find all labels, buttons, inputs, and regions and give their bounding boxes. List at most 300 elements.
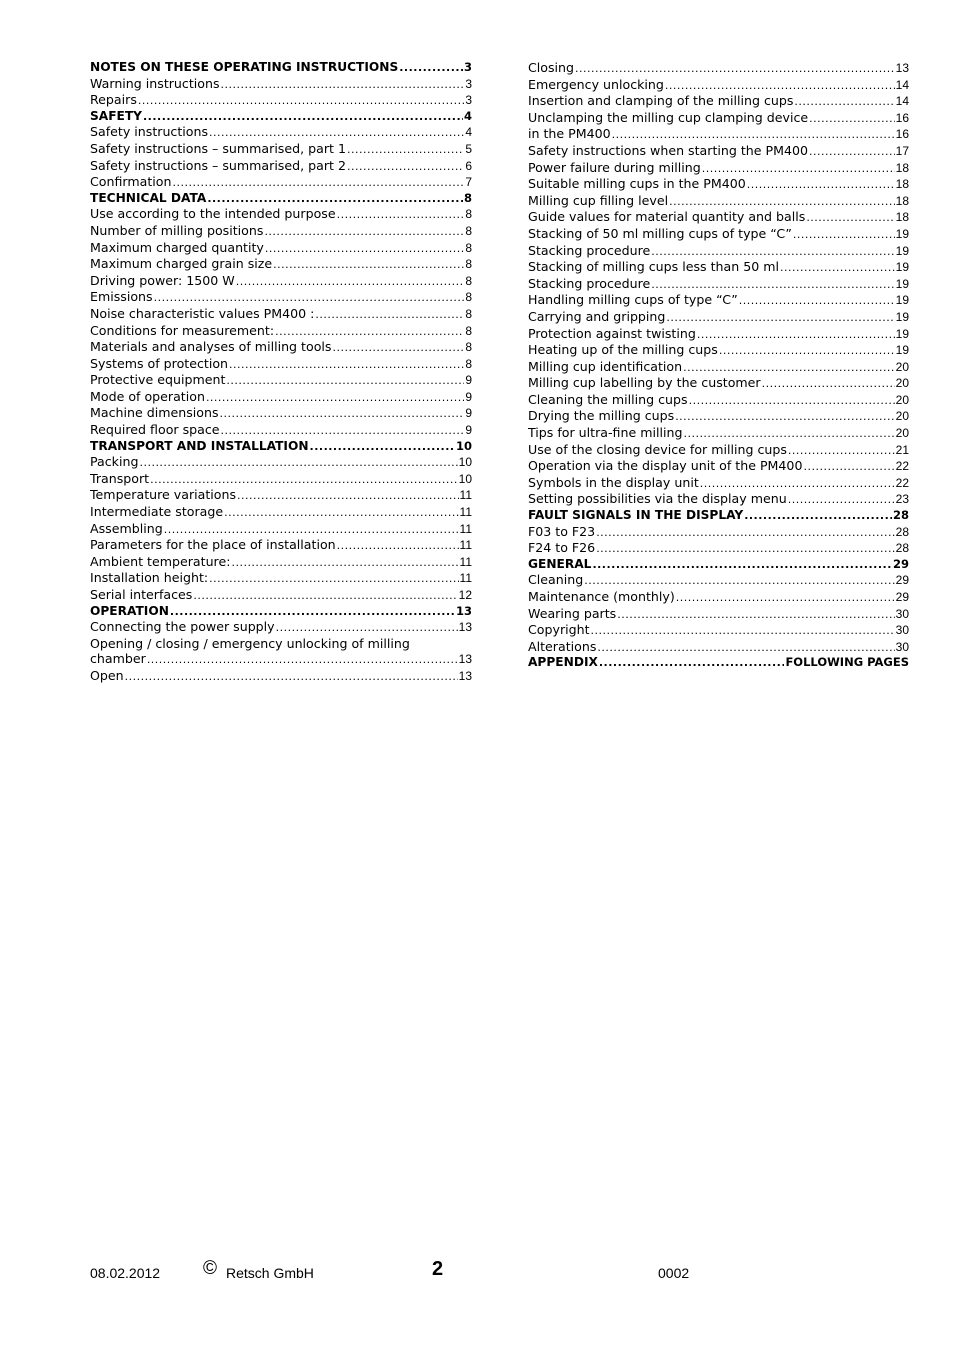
toc-entry-title: OPERATION bbox=[90, 603, 169, 618]
toc-entry bbox=[90, 587, 472, 604]
toc-entry-page: 9 bbox=[465, 406, 472, 421]
toc-entry-page: 28 bbox=[895, 541, 909, 556]
toc-entry-page: 11 bbox=[459, 571, 472, 586]
toc-entry-page: 10 bbox=[458, 471, 472, 486]
toc-dot-leader bbox=[700, 476, 895, 492]
toc-entry bbox=[528, 359, 909, 376]
toc-entry-title: TECHNICAL DATA bbox=[90, 190, 207, 205]
toc-entry-title: Milling cup labelling by the customer bbox=[528, 375, 761, 391]
toc-right-column bbox=[528, 60, 909, 671]
toc-entry-page: 19 bbox=[895, 260, 909, 275]
toc-dot-leader bbox=[150, 472, 458, 488]
toc-entry-title: Handling milling cups of type “C” bbox=[528, 292, 738, 308]
toc-entry-title: Maximum charged grain size bbox=[90, 256, 273, 272]
toc-dot-leader bbox=[675, 409, 894, 425]
toc-entry bbox=[90, 289, 472, 306]
toc-entry-page: 22 bbox=[895, 459, 909, 474]
toc-dot-leader bbox=[310, 439, 455, 455]
toc-entry-page: 14 bbox=[895, 94, 909, 109]
toc-dot-leader bbox=[596, 541, 894, 557]
toc-dot-leader bbox=[747, 177, 895, 193]
toc-dot-leader bbox=[209, 125, 464, 141]
toc-entry bbox=[90, 256, 472, 273]
toc-entry bbox=[528, 375, 909, 392]
toc-entry bbox=[528, 589, 909, 606]
toc-entry-title: Systems of protection bbox=[90, 355, 229, 371]
toc-dot-leader bbox=[683, 426, 894, 442]
toc-entry-page: 29 bbox=[892, 556, 909, 571]
toc-entry-page: 8 bbox=[465, 273, 472, 288]
toc-entry-page: 10 bbox=[455, 438, 472, 453]
toc-entry-page: 13 bbox=[458, 668, 472, 683]
toc-section-heading bbox=[90, 604, 472, 620]
toc-entry-page: 8 bbox=[465, 240, 472, 255]
toc-entry bbox=[90, 124, 472, 141]
toc-entry-title: Milling cup identification bbox=[528, 358, 683, 374]
toc-entry-page: 30 bbox=[895, 639, 909, 654]
toc-entry-page: 23 bbox=[895, 492, 909, 507]
toc-dot-leader bbox=[276, 620, 458, 636]
toc-entry-title: F24 to F26 bbox=[528, 540, 596, 556]
toc-entry bbox=[528, 259, 909, 276]
toc-dot-leader bbox=[702, 161, 895, 177]
toc-dot-leader bbox=[143, 109, 463, 125]
toc-section-heading bbox=[90, 60, 472, 76]
toc-entry-title: Transport bbox=[90, 470, 150, 486]
toc-section-heading bbox=[90, 109, 472, 125]
toc-entry-page: 8 bbox=[465, 323, 472, 338]
toc-entry-title: Closing bbox=[528, 60, 575, 75]
toc-entry-title: FAULT SIGNALS IN THE DISPLAY bbox=[528, 508, 744, 523]
toc-entry-title: F03 to F23 bbox=[528, 523, 596, 539]
toc-dot-leader bbox=[744, 508, 892, 524]
page-footer bbox=[0, 1258, 954, 1288]
toc-entry-title: Maintenance (monthly) bbox=[528, 589, 675, 604]
toc-left-column bbox=[90, 60, 472, 685]
toc-dot-leader bbox=[193, 588, 457, 604]
toc-entry-title: Emergency unlocking bbox=[528, 76, 664, 92]
toc-entry-page: 8 bbox=[465, 257, 472, 272]
toc-section-heading bbox=[528, 557, 909, 573]
toc-dot-leader bbox=[666, 310, 894, 326]
toc-entry-title: Noise characteristic values PM400 : bbox=[90, 305, 315, 321]
toc-entry-title: Installation height: bbox=[90, 570, 209, 586]
toc-dot-leader bbox=[154, 290, 465, 306]
toc-entry-page: 19 bbox=[895, 309, 909, 324]
toc-entry-page: 19 bbox=[895, 276, 909, 291]
toc-dot-leader bbox=[697, 327, 895, 343]
toc-dot-leader bbox=[229, 357, 464, 373]
toc-dot-leader bbox=[788, 492, 895, 508]
toc-entry-title: Protection against twisting bbox=[528, 325, 696, 341]
toc-entry-page: 11 bbox=[459, 505, 472, 520]
toc-entry-page: 28 bbox=[892, 508, 909, 523]
toc-entry-page: 30 bbox=[895, 623, 909, 638]
toc-entry-page: 29 bbox=[895, 573, 909, 588]
toc-entry bbox=[90, 405, 472, 422]
toc-entry-title: Copyright bbox=[528, 622, 590, 638]
toc-entry bbox=[528, 292, 909, 309]
toc-entry bbox=[90, 471, 472, 488]
toc-dot-leader bbox=[220, 406, 465, 422]
toc-dot-leader bbox=[224, 505, 458, 521]
toc-entry-title: Operation via the display unit of the PM400 bbox=[528, 458, 803, 474]
toc-entry-page: 18 bbox=[895, 193, 909, 208]
toc-entry-title: Driving power: 1500 W bbox=[90, 272, 235, 288]
toc-entry-page: 13 bbox=[455, 603, 472, 618]
toc-entry-title: Milling cup filling level bbox=[528, 192, 669, 208]
toc-dot-leader bbox=[170, 604, 455, 620]
toc-dot-leader bbox=[337, 538, 459, 554]
toc-section-heading bbox=[528, 508, 909, 524]
toc-entry-title: Use according to the intended purpose bbox=[90, 206, 336, 222]
toc-entry-title: Confirmation bbox=[90, 174, 172, 190]
toc-entry-page: 8 bbox=[465, 207, 472, 222]
toc-entry-page: 3 bbox=[465, 76, 472, 91]
toc-entry-page: 28 bbox=[895, 524, 909, 539]
toc-entry-page: 18 bbox=[895, 177, 909, 192]
toc-entry bbox=[90, 240, 472, 257]
toc-entry-title: Cleaning the milling cups bbox=[528, 391, 688, 407]
toc-entry bbox=[90, 206, 472, 223]
toc-entry bbox=[90, 487, 472, 504]
toc-entry-title: Number of milling positions bbox=[90, 222, 264, 238]
toc-entry-page: 9 bbox=[465, 389, 472, 404]
toc-entry-page: 13 bbox=[458, 652, 472, 667]
toc-entry-page: 6 bbox=[465, 158, 472, 173]
toc-entry bbox=[90, 158, 472, 175]
toc-dot-leader bbox=[762, 376, 895, 392]
toc-dot-leader bbox=[651, 244, 894, 260]
toc-entry-page: 18 bbox=[895, 210, 909, 225]
toc-entry bbox=[528, 425, 909, 442]
toc-entry-page: 8 bbox=[465, 223, 472, 238]
toc-dot-leader bbox=[596, 525, 894, 541]
footer-company: Retsch GmbH bbox=[226, 1265, 314, 1281]
toc-dot-leader bbox=[669, 194, 895, 210]
toc-entry-title: Cleaning bbox=[528, 572, 584, 588]
toc-entry bbox=[528, 540, 909, 557]
toc-entry-page: 11 bbox=[459, 554, 472, 569]
toc-entry bbox=[528, 572, 909, 589]
toc-entry-title: Use of the closing device for milling cups bbox=[528, 441, 787, 457]
toc-entry-page: 11 bbox=[459, 538, 472, 553]
toc-entry bbox=[528, 276, 909, 293]
toc-entry-page: 8 bbox=[465, 306, 472, 321]
toc-entry-title: Maximum charged quantity bbox=[90, 239, 264, 255]
toc-entry-page: 19 bbox=[895, 293, 909, 308]
toc-entry-title: Alterations bbox=[528, 638, 597, 654]
toc-entry-title: Connecting the power supply bbox=[90, 619, 275, 635]
toc-entry-page: 9 bbox=[465, 373, 472, 388]
toc-dot-leader bbox=[172, 175, 464, 191]
toc-entry-page: 7 bbox=[465, 175, 472, 190]
toc-dot-leader bbox=[788, 443, 895, 459]
toc-dot-leader bbox=[231, 555, 458, 571]
copyright-icon: © bbox=[203, 1258, 217, 1279]
toc-dot-leader bbox=[273, 257, 464, 273]
footer-doc-code: 0002 bbox=[658, 1265, 690, 1281]
toc-dot-leader bbox=[719, 343, 895, 359]
toc-entry-title: Ambient temperature: bbox=[90, 553, 231, 569]
toc-entry bbox=[90, 521, 472, 538]
toc-dot-leader bbox=[809, 111, 894, 127]
toc-entry-page: 3 bbox=[465, 93, 472, 108]
page-number: 2 bbox=[432, 1258, 444, 1280]
toc-entry-title: Power failure during milling bbox=[528, 159, 701, 175]
toc-entry-title: GENERAL bbox=[528, 556, 592, 571]
toc-entry bbox=[528, 126, 909, 143]
toc-entry bbox=[528, 342, 909, 359]
toc-entry-page: 8 bbox=[465, 356, 472, 371]
toc-entry bbox=[528, 226, 909, 243]
toc-dot-leader bbox=[806, 210, 894, 226]
toc-entry-title: Carrying and gripping bbox=[528, 308, 666, 324]
toc-dot-leader bbox=[264, 224, 464, 240]
toc-dot-leader bbox=[265, 241, 464, 257]
toc-entry bbox=[90, 422, 472, 439]
toc-entry-title: Insertion and clamping of the milling cups bbox=[528, 93, 794, 109]
toc-entry-title: Heating up of the milling cups bbox=[528, 342, 718, 358]
toc-entry-page: 11 bbox=[459, 488, 472, 503]
toc-entry bbox=[528, 209, 909, 226]
toc-entry-title: Unclamping the milling cup clamping device bbox=[528, 109, 809, 125]
toc-entry-page: 14 bbox=[895, 77, 909, 92]
toc-dot-leader bbox=[591, 623, 895, 639]
toc-entry-title: Tips for ultra-fine milling bbox=[528, 425, 683, 441]
toc-dot-leader bbox=[575, 61, 895, 77]
toc-entry-title: Suitable milling cups in the PM400 bbox=[528, 176, 746, 192]
toc-entry-title: Materials and analyses of milling tools bbox=[90, 339, 332, 355]
toc-entry-title: Repairs bbox=[90, 92, 137, 108]
toc-entry-page: 30 bbox=[895, 606, 909, 621]
toc-dot-leader bbox=[221, 77, 465, 93]
toc-entry bbox=[90, 356, 472, 373]
toc-entry-page: 8 bbox=[465, 340, 472, 355]
toc-entry-page: 20 bbox=[895, 392, 909, 407]
toc-section-heading bbox=[90, 191, 472, 207]
toc-entry bbox=[528, 77, 909, 94]
toc-entry-page: 13 bbox=[458, 620, 472, 635]
toc-entry bbox=[528, 160, 909, 177]
toc-entry-title: Safety instructions bbox=[90, 124, 209, 140]
toc-dot-leader bbox=[803, 459, 894, 475]
toc-entry bbox=[528, 491, 909, 508]
toc-entry bbox=[528, 110, 909, 127]
toc-entry bbox=[528, 475, 909, 492]
toc-entry-page: 3 bbox=[463, 60, 472, 74]
toc-entry bbox=[90, 554, 472, 571]
toc-entry-title: Guide values for material quantity and balls bbox=[528, 209, 806, 225]
toc-dot-leader bbox=[584, 573, 894, 589]
toc-dot-leader bbox=[206, 390, 464, 406]
toc-dot-leader bbox=[315, 307, 464, 323]
toc-entry-page: FOLLOWING PAGES bbox=[785, 655, 909, 670]
toc-entry bbox=[528, 243, 909, 260]
toc-entry bbox=[528, 176, 909, 193]
toc-entry-page: 5 bbox=[465, 141, 472, 156]
toc-entry-page: 19 bbox=[895, 243, 909, 258]
toc-entry-page: 20 bbox=[895, 426, 909, 441]
toc-dot-leader bbox=[164, 522, 459, 538]
toc-entry bbox=[528, 606, 909, 623]
toc-dot-leader bbox=[237, 488, 459, 504]
toc-entry-title: Parameters for the place of installation bbox=[90, 537, 336, 553]
toc-dot-leader bbox=[221, 423, 465, 439]
toc-dot-leader bbox=[138, 93, 464, 109]
toc-entry-title: Stacking of 50 ml milling cups of type “C” bbox=[528, 225, 792, 241]
toc-dot-leader bbox=[794, 94, 894, 110]
toc-entry bbox=[90, 537, 472, 554]
toc-entry bbox=[90, 570, 472, 587]
toc-entry bbox=[90, 636, 472, 652]
toc-entry bbox=[90, 76, 472, 93]
toc-entry bbox=[528, 408, 909, 425]
toc-dot-leader bbox=[739, 293, 895, 309]
toc-entry-title: Conditions for measurement: bbox=[90, 322, 275, 338]
toc-dot-leader bbox=[651, 277, 894, 293]
toc-section-heading bbox=[528, 655, 909, 671]
toc-entry-title: Mode of operation bbox=[90, 388, 205, 404]
toc-dot-leader bbox=[275, 324, 464, 340]
toc-entry bbox=[528, 524, 909, 541]
toc-dot-leader bbox=[612, 127, 895, 143]
toc-entry-title: Drying the milling cups bbox=[528, 408, 675, 424]
toc-entry bbox=[528, 93, 909, 110]
toc-entry-title: Temperature variations bbox=[90, 487, 237, 503]
toc-entry bbox=[528, 193, 909, 210]
toc-entry-title: Intermediate storage bbox=[90, 504, 224, 520]
toc-entry bbox=[528, 639, 909, 656]
toc-dot-leader bbox=[207, 191, 463, 207]
toc-entry-title: Safety instructions when starting the PM400 bbox=[528, 142, 809, 158]
toc-entry bbox=[528, 622, 909, 639]
toc-entry-page: 10 bbox=[458, 455, 472, 470]
toc-entry-page: 20 bbox=[895, 359, 909, 374]
toc-dot-leader bbox=[793, 227, 895, 243]
toc-entry-title: Safety instructions – summarised, part 2 bbox=[90, 157, 346, 173]
toc-dot-leader bbox=[209, 571, 458, 587]
toc-dot-leader bbox=[665, 78, 895, 94]
toc-dot-leader bbox=[399, 60, 463, 76]
toc-dot-leader bbox=[347, 159, 464, 175]
toc-dot-leader bbox=[226, 373, 464, 389]
toc-entry-page: 20 bbox=[895, 409, 909, 424]
toc-entry-page: 8 bbox=[465, 290, 472, 305]
toc-entry-title: Assembling bbox=[90, 520, 163, 536]
toc-entry-page: 16 bbox=[895, 110, 909, 125]
toc-entry-page: 16 bbox=[895, 127, 909, 142]
toc-entry bbox=[90, 454, 472, 471]
toc-entry-title: Opening / closing / emergency unlocking of milling bbox=[90, 635, 410, 651]
toc-entry bbox=[528, 458, 909, 475]
toc-entry bbox=[528, 60, 909, 77]
toc-entry-page: 19 bbox=[895, 226, 909, 241]
toc-entry bbox=[90, 141, 472, 158]
toc-entry bbox=[528, 442, 909, 459]
toc-entry-page: 11 bbox=[459, 521, 472, 536]
toc-entry-title: Emissions bbox=[90, 289, 153, 305]
toc-entry-page: 20 bbox=[895, 376, 909, 391]
toc-entry-page: 29 bbox=[895, 590, 909, 604]
toc-entry-title: chamber bbox=[90, 651, 146, 667]
toc-entry bbox=[528, 326, 909, 343]
toc-entry-title: Safety instructions – summarised, part 1 bbox=[90, 140, 346, 156]
toc-entry bbox=[90, 323, 472, 340]
toc-entry bbox=[90, 339, 472, 356]
toc-entry-title: Stacking procedure bbox=[528, 242, 651, 258]
toc-dot-leader bbox=[125, 669, 458, 685]
toc-entry-title: Stacking of milling cups less than 50 ml bbox=[528, 259, 779, 275]
toc-entry bbox=[90, 174, 472, 191]
toc-entry bbox=[90, 306, 472, 323]
toc-entry-title: APPENDIX bbox=[528, 655, 598, 670]
toc-entry-page: 13 bbox=[895, 61, 909, 75]
toc-entry-page: 21 bbox=[895, 442, 909, 457]
toc-dot-leader bbox=[617, 607, 894, 623]
toc-entry-page: 4 bbox=[465, 125, 472, 140]
toc-entry bbox=[90, 223, 472, 240]
toc-dot-leader bbox=[147, 652, 458, 668]
toc-entry bbox=[90, 273, 472, 290]
toc-entry-page: 22 bbox=[895, 475, 909, 490]
toc-dot-leader bbox=[689, 393, 895, 409]
toc-entry bbox=[90, 92, 472, 109]
toc-entry bbox=[90, 651, 472, 668]
toc-dot-leader bbox=[683, 360, 895, 376]
toc-entry-page: 12 bbox=[458, 588, 472, 602]
toc-entry bbox=[90, 372, 472, 389]
footer-date: 08.02.2012 bbox=[90, 1265, 161, 1281]
toc-entry-title: Stacking procedure bbox=[528, 275, 651, 291]
toc-entry-title: TRANSPORT AND INSTALLATION bbox=[90, 438, 309, 453]
toc-dot-leader bbox=[337, 207, 465, 223]
toc-dot-leader bbox=[236, 274, 465, 290]
toc-entry-title: Symbols in the display unit bbox=[528, 474, 699, 490]
toc-entry-title: Packing bbox=[90, 454, 139, 470]
toc-entry-title: NOTES ON THESE OPERATING INSTRUCTIONS bbox=[90, 60, 399, 74]
toc-entry-title: Setting possibilities via the display menu bbox=[528, 491, 787, 507]
toc-entry-title: Machine dimensions bbox=[90, 405, 219, 421]
toc-entry-title: Required floor space bbox=[90, 422, 220, 438]
toc-section-heading bbox=[90, 439, 472, 455]
toc-entry bbox=[528, 392, 909, 409]
toc-entry-title: in the PM400 bbox=[528, 126, 611, 142]
toc-entry bbox=[90, 389, 472, 406]
toc-dot-leader bbox=[809, 144, 895, 160]
toc-dot-leader bbox=[332, 340, 464, 356]
toc-entry bbox=[90, 504, 472, 521]
toc-dot-leader bbox=[676, 590, 895, 606]
toc-entry-title: Open bbox=[90, 667, 124, 683]
toc-entry bbox=[90, 668, 472, 685]
toc-entry-page: 8 bbox=[463, 190, 472, 205]
toc-entry-page: 19 bbox=[895, 343, 909, 358]
toc-entry bbox=[528, 143, 909, 160]
toc-entry-title: Protective equipment bbox=[90, 372, 226, 388]
toc-entry bbox=[528, 309, 909, 326]
toc-entry-page: 9 bbox=[465, 423, 472, 438]
toc-entry-page: 18 bbox=[895, 160, 909, 175]
toc-dot-leader bbox=[347, 142, 464, 158]
toc-entry-title: Serial interfaces bbox=[90, 587, 193, 602]
toc-entry-title: Warning instructions bbox=[90, 75, 220, 91]
toc-dot-leader bbox=[597, 640, 894, 656]
toc-dot-leader bbox=[780, 260, 895, 276]
toc-entry bbox=[90, 619, 472, 636]
toc-dot-leader bbox=[139, 455, 457, 471]
toc-dot-leader bbox=[599, 655, 785, 671]
